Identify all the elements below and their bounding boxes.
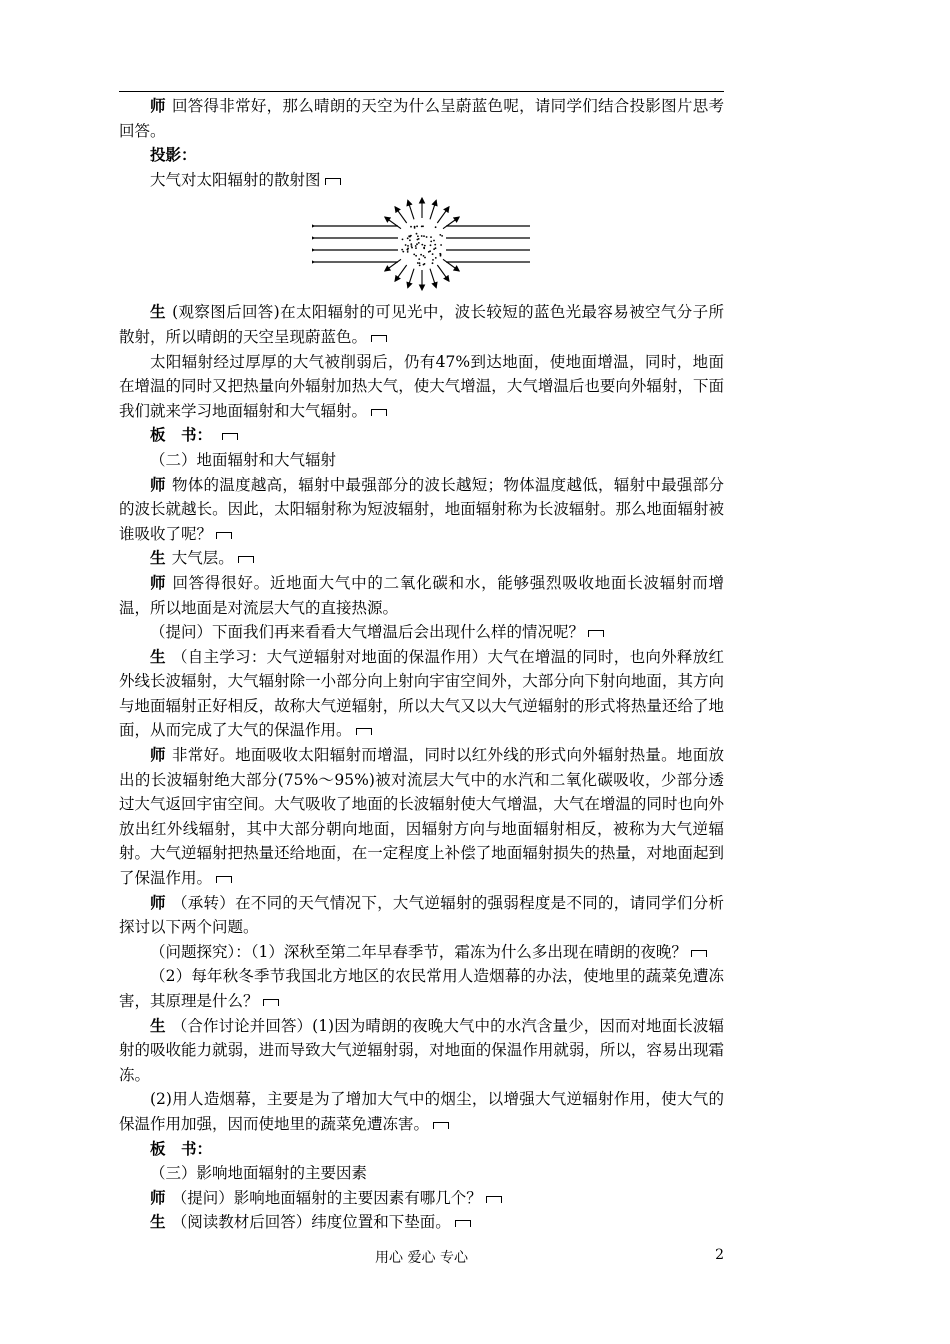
speaker-label: 师 xyxy=(150,745,166,765)
paragraph-text: 太阳辐射经过厚厚的大气被削弱后，仍有47%到达地面，使地面增温，同时，地面在增温的同时又把热量向外辐射加热大气，使大气增温，大气增温后也要向外辐射，下面我们就来学习地面辐射和大气辐射。 xyxy=(119,352,724,420)
paragraph-text: （提问）影响地面辐射的主要因素有哪几个？ xyxy=(171,1188,482,1207)
paragraph-mark-icon xyxy=(588,630,604,637)
speaker-label: 板 书： xyxy=(150,425,213,445)
paragraph-text: （合作讨论并回答）(1)因为晴朗的夜晚大气中的水汽含量少，因而对地面长波辐射的吸收能力就弱，进而导致大气逆辐射弱，对地面的保温作用就弱，所以，容易出现霜冻。 xyxy=(119,1016,724,1084)
paragraph xyxy=(119,1186,724,1211)
speaker-label: 生 xyxy=(150,1212,166,1232)
paragraph xyxy=(119,1161,724,1186)
paragraph-text: （2）每年秋冬季节我国北方地区的农民常用人造烟幕的办法，使地里的蔬菜免遭冻害，其原理是什么？ xyxy=(119,967,724,1010)
speaker-label: 投影： xyxy=(150,145,197,165)
paragraph-mark-icon xyxy=(216,876,232,883)
speaker-label: 师 xyxy=(150,474,166,494)
paragraph-text: 大气对太阳辐射的散射图 xyxy=(150,170,321,189)
paragraph-text: （承转）在不同的天气情况下，大气逆辐射的强弱程度是不同的，请同学们分析探讨以下两个问题。 xyxy=(119,893,724,937)
paragraph xyxy=(119,1014,724,1088)
paragraph xyxy=(119,891,724,940)
paragraph xyxy=(119,743,724,891)
paragraph-text: 回答得很好。近地面大气中的二氧化碳和水，能够强烈吸收地面长波辐射而增温，所以地面是对流层大气的直接热源。 xyxy=(119,573,724,617)
paragraph xyxy=(119,546,724,571)
paragraph-mark-icon xyxy=(433,1122,449,1129)
paragraph-mark-icon xyxy=(356,728,372,735)
paragraph xyxy=(119,423,724,448)
paragraph xyxy=(119,1210,724,1235)
paragraph xyxy=(119,168,724,193)
paragraph-text: 大气层。 xyxy=(171,549,234,568)
paragraph xyxy=(119,350,724,424)
scattering-figure xyxy=(119,194,724,294)
paragraph-text: (2)用人造烟幕，主要是为了增加大气中的烟尘，以增强大气逆辐射作用，使大气的保温作用加强，因而使地里的蔬菜免遭冻害。 xyxy=(119,1090,724,1133)
paragraph-text: （提问）下面我们再来看看大气增温后会出现什么样的情况呢？ xyxy=(150,623,585,642)
paragraph xyxy=(119,964,724,1013)
paragraph xyxy=(119,143,724,168)
paragraph-text: （阅读教材后回答）纬度位置和下垫面。 xyxy=(171,1213,451,1232)
paragraph-text: （自主学习：大气逆辐射对地面的保温作用）大气在增温的同时，也向外释放红外线长波辐射，大气辐射除一小部分向上射向宇宙空间外，大部分向下射向地面，其方向与地面辐射正好相反，故称大气逆辐射，所以大气又以大气逆辐射的形式将热量还给了地面，从而完成了大气的保温作用。 xyxy=(119,647,724,740)
page-number: 2 xyxy=(715,1247,724,1263)
paragraph-mark-icon xyxy=(691,950,707,957)
speaker-label: 师 xyxy=(150,1187,166,1207)
paragraph-mark-icon xyxy=(216,532,232,539)
paragraph xyxy=(119,448,724,473)
paragraph-mark-icon xyxy=(371,335,387,342)
speaker-label: 生 xyxy=(150,646,166,666)
paragraph xyxy=(119,473,724,547)
paragraph-text: (观察图后回答)在太阳辐射的可见光中，波长较短的蓝色光最容易被空气分子所散射，所以晴朗的天空呈现蔚蓝色。 xyxy=(119,303,724,346)
speaker-label: 生 xyxy=(150,302,166,322)
paragraph xyxy=(119,300,724,349)
speaker-label: 师 xyxy=(150,892,166,912)
paragraph-text: 非常好。地面吸收太阳辐射而增温，同时以红外线的形式向外辐射热量。地面放出的长波辐射绝大部分(75%～95%)被对流层大气中的水汽和二氧化碳吸收，少部分透过大气返回宇宙空间。大气吸收了地面的长波辐射使大气增温，大气在增温的同时也向外放出红外线辐射，其中大部分朝向地面，因辐射方向与地面辐射相反，被称为大气逆辐射。大气逆辐射把热量还给地面，在一定程度上补偿了地面辐射损失的热量，对地面起到了保温作用。 xyxy=(119,746,724,888)
paragraph-mark-icon xyxy=(325,178,341,185)
paragraph-text: （问题探究）：（1）深秋至第二年早春季节，霜冻为什么多出现在晴朗的夜晚？ xyxy=(150,942,687,961)
paragraph xyxy=(119,940,724,965)
paragraph xyxy=(119,571,724,620)
paragraph-mark-icon xyxy=(222,433,238,440)
speaker-label: 板 书： xyxy=(150,1138,213,1158)
speaker-label: 师 xyxy=(150,96,166,115)
paragraph xyxy=(119,94,724,143)
paragraph-text: 回答得非常好，那么晴朗的天空为什么呈蔚蓝色呢，请同学们结合投影图片思考回答。 xyxy=(119,97,724,140)
paragraph-mark-icon xyxy=(486,1196,502,1203)
paragraph-mark-icon xyxy=(455,1220,471,1227)
document-body xyxy=(119,94,724,1235)
paragraph xyxy=(119,645,724,743)
paragraph-text: （三）影响地面辐射的主要因素 xyxy=(150,1164,368,1183)
paragraph-mark-icon xyxy=(238,556,254,563)
header-rule xyxy=(119,91,724,92)
scattering-diagram xyxy=(312,194,532,294)
paragraph-text: 物体的温度越高，辐射中最强部分的波长越短；物体温度越低，辐射中最强部分的波长就越长。因此，太阳辐射称为短波辐射，地面辐射称为长波辐射。那么地面辐射被谁吸收了呢？ xyxy=(119,475,724,543)
paragraph-mark-icon xyxy=(263,999,279,1006)
speaker-label: 师 xyxy=(150,572,167,592)
paragraph xyxy=(119,620,724,645)
paragraph-text: （二）地面辐射和大气辐射 xyxy=(150,450,337,469)
paragraph xyxy=(119,1087,724,1136)
footer-text: 用心 爱心 专心 xyxy=(375,1250,468,1266)
paragraph xyxy=(119,1137,724,1162)
speaker-label: 生 xyxy=(150,548,166,568)
speaker-label: 生 xyxy=(150,1015,166,1035)
paragraph-mark-icon xyxy=(371,409,387,416)
page-footer xyxy=(119,1247,724,1269)
